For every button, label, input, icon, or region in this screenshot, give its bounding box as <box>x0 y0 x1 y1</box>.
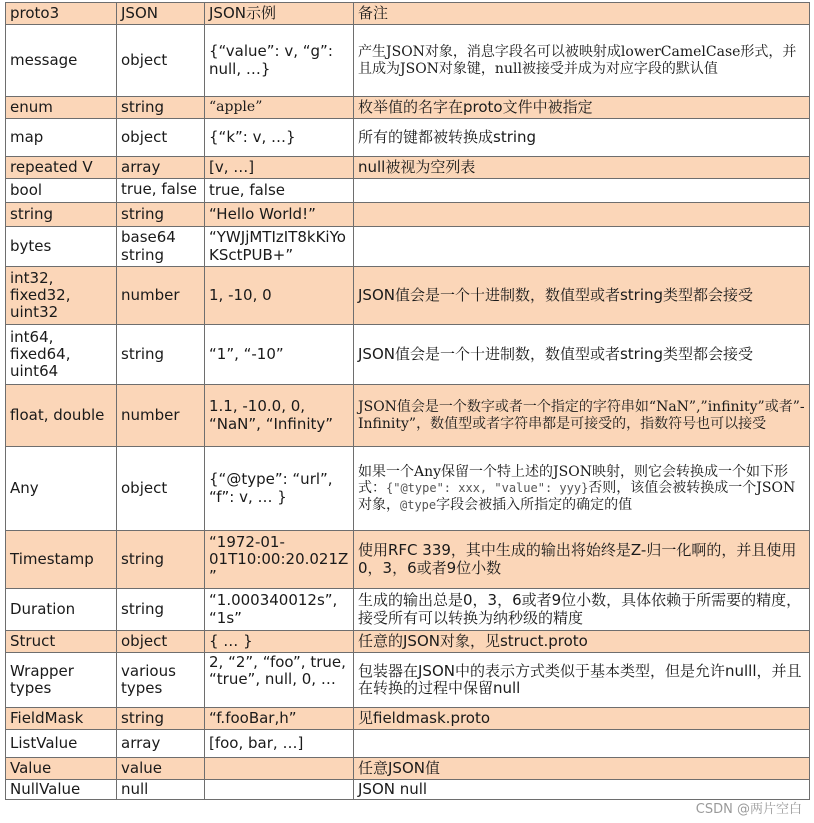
json-example: “f.fooBar,h” <box>205 708 354 730</box>
json-type: string <box>117 708 205 730</box>
note: JSON值会是一个十进制数，数值型或者string类型都会接受 <box>354 325 810 385</box>
proto-type: ListValue <box>6 730 117 758</box>
note: JSON值会是一个数字或者一个指定的字符串如“NaN”,”infinity”或者”-Infinity”，数值型或者字符串都是可接受的，指数符号也可以接受 <box>354 385 810 447</box>
json-example: “1”, “-10” <box>205 325 354 385</box>
note: 包装器在JSON中的表示方式类似于基本类型，但是允许nulll，并且在转换的过程中保留null <box>354 653 810 708</box>
proto-type: message <box>6 25 117 97</box>
note: 枚举值的名字在proto文件中被指定 <box>354 97 810 119</box>
json-example: { … } <box>205 631 354 653</box>
table-row <box>6 179 810 203</box>
json-example: {“value”: v, “g”: null, …} <box>205 25 354 97</box>
table-row <box>6 25 810 97</box>
note: 任意JSON值 <box>354 758 810 780</box>
proto-type: map <box>6 119 117 157</box>
proto-type: FieldMask <box>6 708 117 730</box>
header-row <box>6 3 810 25</box>
json-type: string <box>117 203 205 227</box>
json-example <box>205 653 354 708</box>
note: JSON值会是一个十进制数，数值型或者string类型都会接受 <box>354 267 810 325</box>
note: null被视为空列表 <box>354 157 810 179</box>
note <box>354 179 810 203</box>
json-type: number <box>117 267 205 325</box>
note: 生成的输出总是0，3，6或者9位小数，具体依赖于所需要的精度，接受所有可以转换为纳秒级的精度 <box>354 589 810 631</box>
table-row <box>6 97 810 119</box>
json-type: object <box>117 447 205 531</box>
table-row <box>6 385 810 447</box>
json-example-text: 2, “2”, “foo”, true, “true”, null, 0, … <box>209 654 346 689</box>
json-example: 1.1, -10.0, 0, “NaN”, “Infinity” <box>205 385 354 447</box>
json-type: array <box>117 730 205 758</box>
note <box>354 227 810 267</box>
table-row <box>6 730 810 758</box>
json-type: object <box>117 631 205 653</box>
table-row <box>6 531 810 589</box>
table-row <box>6 227 810 267</box>
table-row <box>6 589 810 631</box>
json-type: array <box>117 157 205 179</box>
table-row <box>6 653 810 708</box>
json-example: {“k”: v, …} <box>205 119 354 157</box>
proto-type: int32, fixed32, uint32 <box>6 267 117 325</box>
note: 任意的JSON对象，见struct.proto <box>354 631 810 653</box>
json-example: “1972-01-01T10:00:20.021Z” <box>205 531 354 589</box>
json-example: 1, -10, 0 <box>205 267 354 325</box>
json-example: [v, …] <box>205 157 354 179</box>
json-type-text: true, false <box>121 180 198 198</box>
note <box>354 203 810 227</box>
table-row <box>6 708 810 730</box>
table-row <box>6 758 810 780</box>
note <box>354 447 810 531</box>
table-row <box>6 119 810 157</box>
note <box>354 730 810 758</box>
proto-type: Value <box>6 758 117 780</box>
note: 见fieldmask.proto <box>354 708 810 730</box>
note-code-type-field: @type <box>400 497 437 512</box>
proto-type: Timestamp <box>6 531 117 589</box>
json-example: “YWJjMTIzIT8kKiYoKSctPUB+” <box>205 227 354 267</box>
table-row <box>6 157 810 179</box>
proto-type: string <box>6 203 117 227</box>
json-type: number <box>117 385 205 447</box>
json-type: string <box>117 589 205 631</box>
table-row <box>6 780 810 800</box>
json-example <box>205 758 354 780</box>
header-json: JSON <box>117 3 205 25</box>
note: JSON null <box>354 780 810 800</box>
json-type: base64 string <box>117 227 205 267</box>
proto-type: NullValue <box>6 780 117 800</box>
proto3-json-mapping-page <box>5 2 809 800</box>
json-example: “Hello World!” <box>205 203 354 227</box>
note: 所有的键都被转换成string <box>354 119 810 157</box>
csdn-watermark: CSDN @两片空白 <box>695 802 802 817</box>
json-example <box>205 780 354 800</box>
table-row <box>6 447 810 531</box>
json-type: string <box>117 531 205 589</box>
json-type: string <box>117 97 205 119</box>
json-example: {“@type”: “url”, “f”: v, … } <box>205 447 354 531</box>
json-type: string <box>117 325 205 385</box>
proto-type: bool <box>6 179 117 203</box>
proto-type: float, double <box>6 385 117 447</box>
proto-type: Duration <box>6 589 117 631</box>
table-row <box>6 267 810 325</box>
proto-type: Any <box>6 447 117 531</box>
json-type: null <box>117 780 205 800</box>
table-row <box>6 203 810 227</box>
note: 使用RFC 339，其中生成的输出将始终是Z-归一化啊的，并且使用0，3，6或者9位小数 <box>354 531 810 589</box>
proto-type: Struct <box>6 631 117 653</box>
json-type: object <box>117 25 205 97</box>
table-row <box>6 325 810 385</box>
proto-type: int64, fixed64, uint64 <box>6 325 117 385</box>
proto-type: repeated V <box>6 157 117 179</box>
json-example: [foo, bar, …] <box>205 730 354 758</box>
header-notes: 备注 <box>354 3 810 25</box>
json-type: various types <box>117 653 205 708</box>
note-text-b: 否则，该值会被转换成一个JSON对象， <box>358 480 796 513</box>
json-example: “apple” <box>205 97 354 119</box>
json-example: true, false <box>205 179 354 203</box>
note-text-c: 字段会被插入所指定的确定的值 <box>436 496 633 513</box>
note-code-json-form: {"@type": xxx, "value": yyy} <box>386 481 589 496</box>
proto-type: Wrapper types <box>6 653 117 708</box>
header-proto3: proto3 <box>6 3 117 25</box>
proto-type: bytes <box>6 227 117 267</box>
table-row <box>6 631 810 653</box>
json-type <box>117 179 205 203</box>
note-text-a: 如果一个Any保留一个特上述的JSON映射，则它会转换成一个如下形式： <box>358 464 788 497</box>
header-json-example: JSON示例 <box>205 3 354 25</box>
json-type: object <box>117 119 205 157</box>
json-example: “1.000340012s”, “1s” <box>205 589 354 631</box>
json-type: value <box>117 758 205 780</box>
note: 产生JSON对象，消息字段名可以被映射成lowerCamelCase形式，并且成为JSON对象键，null被接受并成为对应字段的默认值 <box>354 25 810 97</box>
proto-type: enum <box>6 97 117 119</box>
proto3-json-mapping-table <box>5 2 810 800</box>
